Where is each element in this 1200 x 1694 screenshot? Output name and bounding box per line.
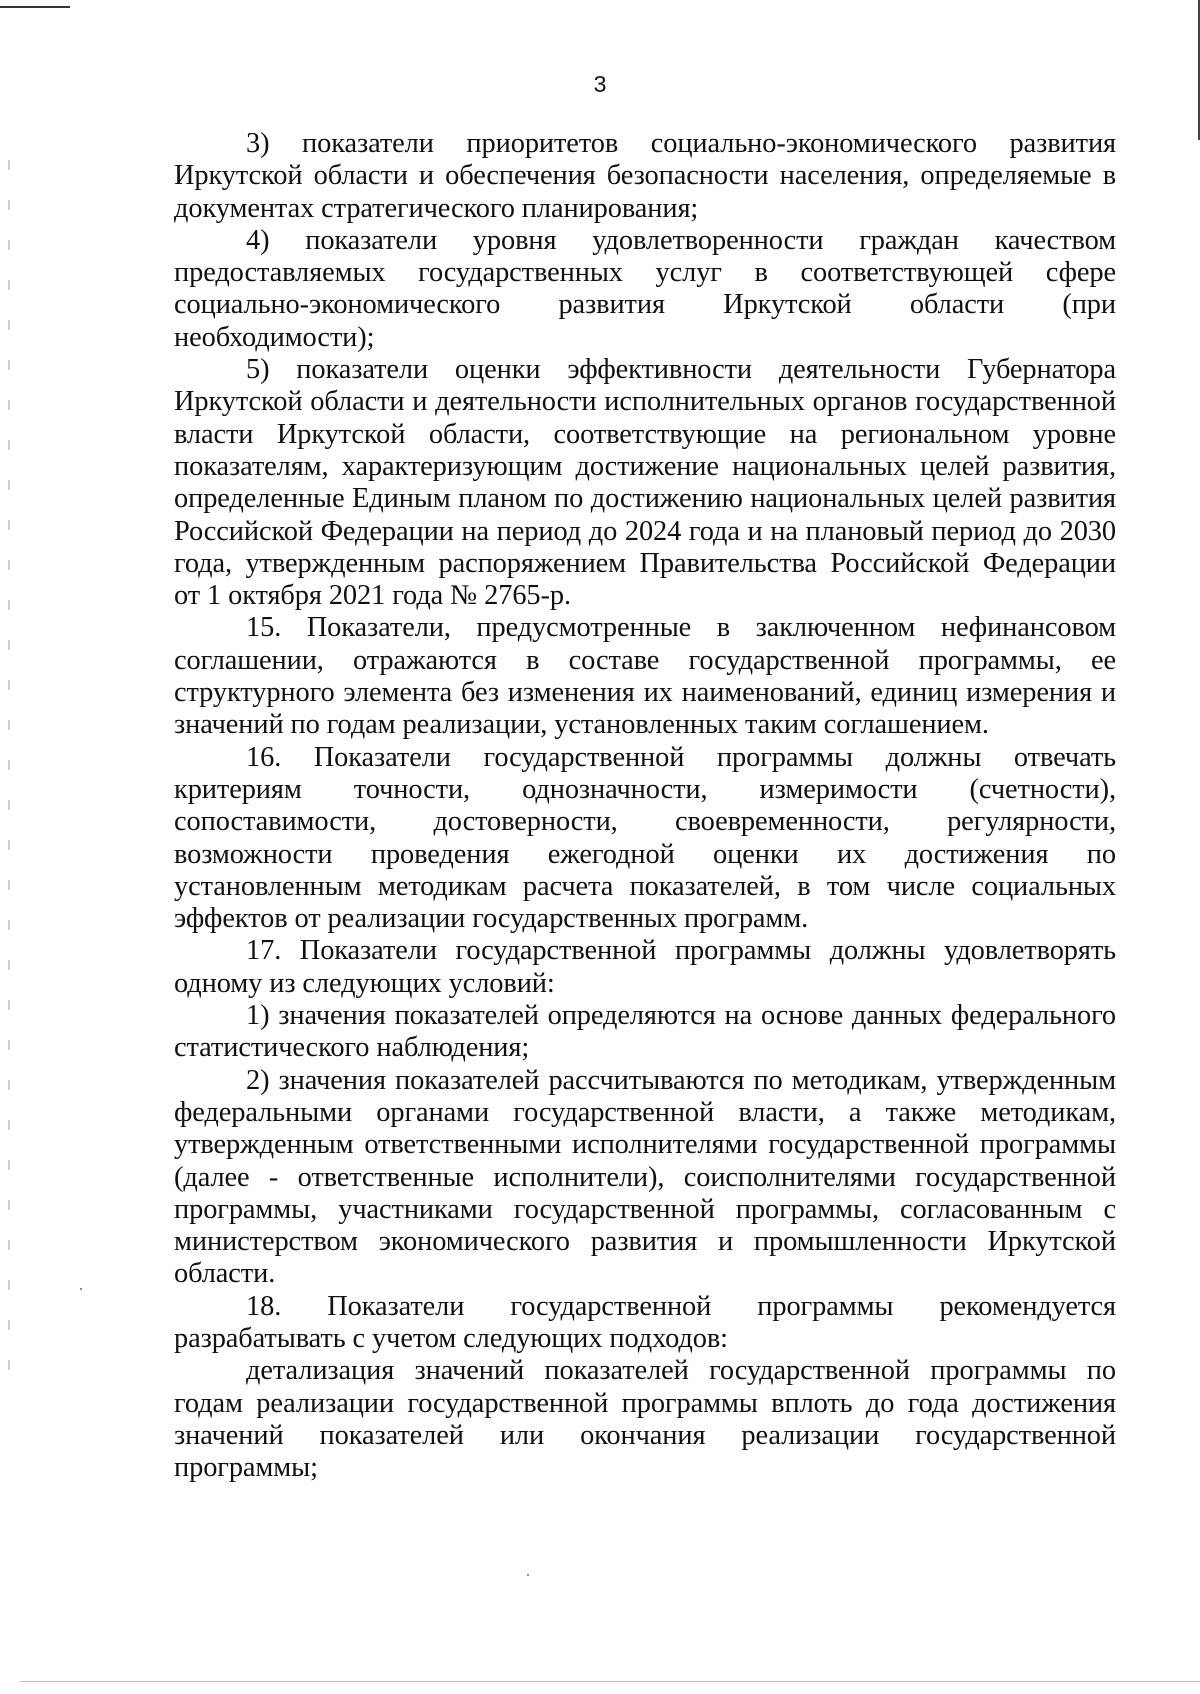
paragraph-clause-18-approach: детализация значений показателей государственной программы по годам реализации государственной программы вплоть до года достижения значений показателей или окончания реализации государственной программы;	[174, 1355, 1116, 1484]
paragraph-clause-17: 17. Показатели государственной программы должны удовлетворять одному из следующих условий:	[174, 935, 1116, 999]
paragraph-clause-18: 18. Показатели государственной программы рекомендуется разрабатывать с учетом следующих подходов:	[174, 1290, 1116, 1354]
scan-artifact-top-line	[0, 6, 70, 8]
scan-artifact-left-marks	[8, 160, 10, 1400]
scan-speck	[527, 1574, 529, 1576]
paragraph-item-5: 5) показатели оценки эффективности деятельности Губернатора Иркутской области и деятельности исполнительных органов государственной власти Иркутской области, соответствующие на региональном уровне показателям, характеризующим достижение национальных целей развития, определенные Единым планом по достижению национальных целей развития Российской Федерации на период до 2024 года и на плановый период до 2030 года, утвержденным распоряжением Правительства Российской Федерации от 1 октября 2021 года № 2765-р.	[174, 354, 1116, 612]
scan-speck	[80, 1288, 82, 1290]
page-number: 3	[593, 71, 607, 97]
paragraph-clause-16: 16. Показатели государственной программы должны отвечать критериям точности, однозначности, измеримости (счетности), сопоставимости, достоверности, своевременности, регулярности, возможности проведения ежегодной оценки их достижения по установленным методикам расчета показателей, в том числе социальных эффектов от реализации государственных программ.	[174, 741, 1116, 935]
scan-artifact-bottom-line	[20, 1681, 1200, 1682]
paragraph-clause-17-item-2: 2) значения показателей рассчитываются по методикам, утвержденным федеральными органами государственной власти, а также методикам, утвержденным ответственными исполнителями государственной программы (далее - ответственные исполнители), соисполнителями государственной программы, участниками государственной программы, согласованным с министерством экономического развития и промышленности Иркутской области.	[174, 1064, 1116, 1290]
paragraph-clause-15: 15. Показатели, предусмотренные в заключенном нефинансовом соглашении, отражаются в составе государственной программы, ее структурного элемента без изменения их наименований, единиц измерения и значений по годам реализации, установленных таким соглашением.	[174, 612, 1116, 741]
document-body	[174, 128, 1116, 1484]
paragraph-item-3: 3) показатели приоритетов социально-экономического развития Иркутской области и обеспечения безопасности населения, определяемые в документах стратегического планирования;	[174, 128, 1116, 224]
paragraph-item-4: 4) показатели уровня удовлетворенности граждан качеством предоставляемых государственных услуг в соответствующей сфере социально-экономического развития Иркутской области (при необходимости);	[174, 224, 1116, 353]
paragraph-clause-17-item-1: 1) значения показателей определяются на основе данных федерального статистического наблюдения;	[174, 1000, 1116, 1064]
